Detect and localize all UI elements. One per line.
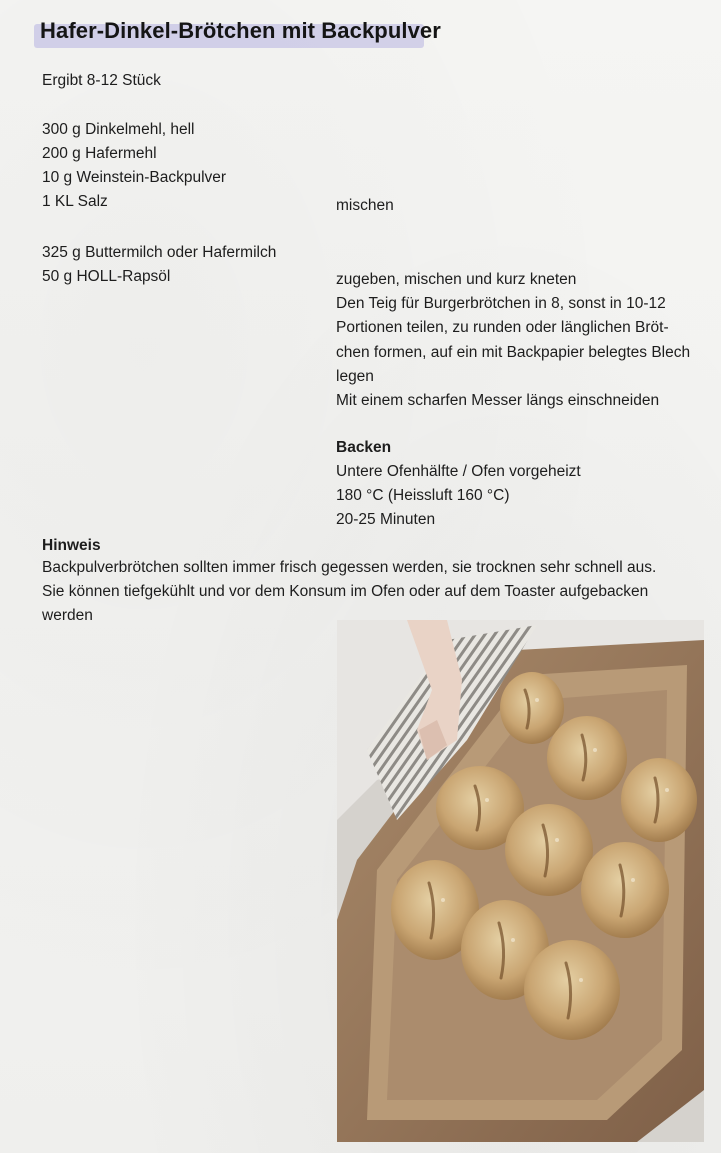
title-block — [34, 14, 447, 48]
ingredient-item: 50 g HOLL-Rapsöl — [42, 268, 171, 285]
note-line: werden — [42, 607, 93, 624]
ingredient-item: 200 g Hafermehl — [42, 145, 157, 162]
bread-rolls-photo — [337, 620, 704, 1142]
ingredient-item: 1 KL Salz — [42, 193, 108, 210]
instruction-line: Den Teig für Burgerbrötchen in 8, sonst in 10-12 — [336, 295, 666, 312]
instruction-line: chen formen, auf ein mit Backpapier belegtes Blech — [336, 344, 691, 361]
baking-line: Untere Ofenhälfte / Ofen vorgeheizt — [336, 463, 581, 480]
yield-text: Ergibt 8-12 Stück — [42, 72, 161, 89]
ingredient-item: 10 g Weinstein-Backpulver — [42, 169, 227, 186]
ingredient-item: 325 g Buttermilch oder Hafermilch — [42, 244, 277, 261]
step-mix: mischen — [336, 197, 394, 214]
note-line: Sie können tiefgekühlt und vor dem Konsum im Ofen oder auf dem Toaster aufgebacken — [42, 583, 649, 600]
note-heading: Hinweis — [42, 537, 101, 554]
instruction-line: Portionen teilen, zu runden oder länglichen Bröt- — [336, 319, 669, 336]
baking-line: 20-25 Minuten — [336, 511, 436, 528]
instruction-line: legen — [336, 368, 374, 385]
instruction-line: Mit einem scharfen Messer längs einschneiden — [336, 392, 660, 409]
baking-heading: Backen — [336, 439, 392, 456]
instruction-line: zugeben, mischen und kurz kneten — [336, 271, 577, 288]
ingredient-item: 300 g Dinkelmehl, hell — [42, 121, 195, 138]
baking-line: 180 °C (Heissluft 160 °C) — [336, 487, 510, 504]
recipe-title: Hafer-Dinkel-Brötchen mit Backpulver — [40, 18, 441, 43]
note-line: Backpulverbrötchen sollten immer frisch gegessen werden, sie trocknen sehr schnell aus. — [42, 559, 657, 576]
